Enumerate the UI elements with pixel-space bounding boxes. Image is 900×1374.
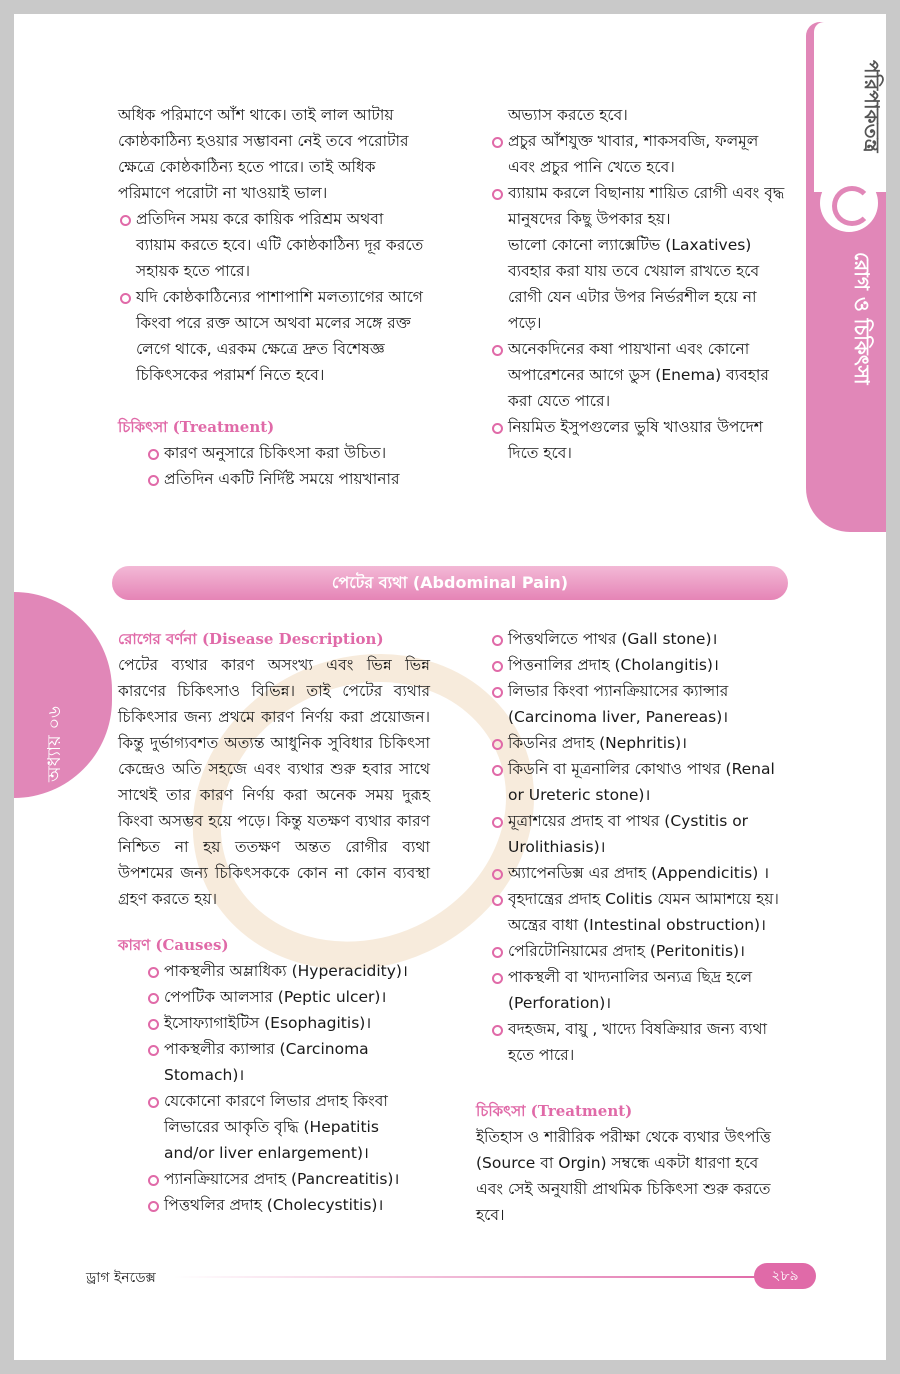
cause-left-item: ইসোফ্যাগাইটিস (Esophagitis)।: [146, 1010, 430, 1036]
cause-left-item: প্যানক্রিয়াসের প্রদাহ (Pancreatitis)।: [146, 1166, 430, 1192]
footer-book-title: ড্রাগ ইনডেক্স: [86, 1270, 156, 1286]
section1-right-bullet-item: অনেকদিনের কষা পায়খানা এবং কোনো অপারেশনের আগে ডুস (Enema) ব্যবহার করা যেতে পারে।: [490, 336, 786, 414]
section1-right-bullet-item: ব্যায়াম করলে বিছানায় শায়িত রোগী এবং বৃদ্ধ মানুষদের কিছু উপকার হয়।: [490, 180, 786, 232]
section1-left-line: পরিমাণে পরোটা না খাওয়াই ভাল।: [118, 184, 328, 202]
cause-left-item: পিত্তথলির প্রদাহ (Cholecystitis)।: [146, 1192, 430, 1218]
section1-right-bullets: [490, 128, 786, 466]
section1-right-column: [490, 102, 786, 466]
section-banner-abdominal-pain: পেটের ব্যথা (Abdominal Pain): [112, 566, 788, 600]
cause-right-item: লিভার কিংবা প্যানক্রিয়াসের ক্যান্সার (Carcinoma liver, Panereas)।: [490, 678, 790, 730]
section1-left-line: অধিক পরিমাণে আঁশ থাকে। তাই লাল আটায়: [118, 106, 394, 124]
section1-treatment-item: কারণ অনুসারে চিকিৎসা করা উচিত।: [146, 440, 428, 466]
disease-description-text: পেটের ব্যথার কারণ অসংখ্য এবং ভিন্ন ভিন্ন কারণের চিকিৎসাও বিভিন্ন। তাই পেটের ব্যথার চিকিৎসার জন্য প্রথমে কারণ নির্ণয় করা প্রয়োজন। কিন্তু দুর্ভাগ্যবশত অত্যন্ত আধুনিক সুবিধার চিকিৎসা কেন্দ্রেও অতি সহজে এবং ব্যথার শুরু হবার সাথে সাথেই তার কারণ নির্ণয় করা অনেক সময় দুরূহ কিংবা অসম্ভব হয়ে পড়ে। কিন্তু যতক্ষণ ব্যথার কারণ নিশ্চিত না হয় ততক্ষণ অন্তত রোগীর ব্যথা উপশমের জন্য চিকিৎসককে কোন না কোন ব্যবস্থা গ্রহণ করতে হয়।: [118, 656, 430, 908]
cause-right-item: পাকস্থলী বা খাদ্যনালির অন্যত্র ছিদ্র হলে (Perforation)।: [490, 964, 790, 1016]
section1-treatment-item: প্রতিদিন একটি নির্দিষ্ট সময়ে পায়খানার: [146, 466, 428, 492]
cause-right-item: বদহজম, বায়ু , খাদ্যে বিষক্রিয়ার জন্য ব্যথা হতে পারে।: [490, 1016, 790, 1068]
tab-top-panel: [814, 22, 886, 192]
section1-left-column: [118, 102, 428, 492]
cause-right-item: বৃহদান্ত্রের প্রদাহ Colitis যেমন আমাশয়ে হয়। অন্ত্রের বাধা (Intestinal obstruction)।: [490, 886, 790, 938]
section1-left-line: কোষ্ঠকাঠিন্য হওয়ার সম্ভাবনা নেই তবে পরোটার: [118, 132, 409, 150]
section1-right-first-line: অভ্যাস করতে হবে।: [508, 106, 628, 124]
section1-left-bullet-item: প্রতিদিন সময় করে কায়িক পরিশ্রম অথবা ব্যায়াম করতে হবে। এটি কোষ্ঠকাঠিন্য দূর করতে সহায়ক হতে পারে।: [118, 206, 428, 284]
cause-left-item: পাকস্থলীর ক্যান্সার (Carcinoma Stomach)।: [146, 1036, 430, 1088]
section2-treatment-heading: চিকিৎসা (Treatment): [476, 1102, 633, 1120]
section2-right-column: [476, 626, 790, 1228]
side-title-digestive: পরিপাকতন্ত্র: [860, 60, 884, 153]
section1-right-bullet-item: নিয়মিত ইসুপগুলের ভুষি খাওয়ার উপদেশ দিতে হবে।: [490, 414, 786, 466]
cause-right-item: পিত্তথলিতে পাথর (Gall stone)।: [490, 626, 790, 652]
causes-right-list: [490, 626, 790, 1068]
section2-treatment-text: ইতিহাস ও শারীরিক পরীক্ষা থেকে ব্যথার উৎপত্তি (Source বা Orgin) সম্বন্ধে একটা ধারণা হবে এবং সেই অনুযায়ী প্রাথমিক চিকিৎসা শুরু করতে হবে।: [476, 1128, 771, 1224]
disease-description-heading: রোগের বর্ণনা (Disease Description): [118, 630, 384, 648]
section1-left-line: ক্ষেত্রে কোষ্ঠকাঠিন্য হতে পারে। তাই অধিক: [118, 158, 376, 176]
section1-left-paragraph: [118, 102, 428, 206]
footer-rule: [174, 1276, 764, 1278]
section1-treatment-list: [118, 440, 428, 492]
section1-left-bullet-item: যদি কোষ্ঠকাঠিন্যের পাশাপাশি মলত্যাগের আগে কিংবা পরে রক্ত আসে অথবা মলের সঙ্গে রক্ত লেগে থাকে, এরকম ক্ষেত্রে দ্রুত বিশেষজ্ঞ চিকিৎসকের পরামর্শ নিতে হবে।: [118, 284, 428, 388]
page-number: ২৮৯: [754, 1263, 816, 1289]
cause-right-item: মূত্রাশয়ের প্রদাহ বা পাথর (Cystitis or Urolithiasis)।: [490, 808, 790, 860]
cause-right-item: অ্যাপেনডিক্স এর প্রদাহ (Appendicitis) ।: [490, 860, 790, 886]
cause-right-item: কিডনি বা মূত্রনালির কোথাও পাথর (Renal or Ureteric stone)।: [490, 756, 790, 808]
cause-left-item: যেকোনো কারণে লিভার প্রদাহ কিংবা লিভারের আকৃতি বৃদ্ধি (Hepatitis and/or liver enlargement)।: [146, 1088, 430, 1166]
causes-heading: কারণ (Causes): [118, 936, 229, 954]
cause-left-item: পেপটিক আলসার (Peptic ulcer)।: [146, 984, 430, 1010]
chapter-label: অধ্যায় ০৬: [44, 706, 65, 782]
section1-laxative-note: ভালো কোনো ল্যাক্সেটিভ (Laxatives) ব্যবহার করা যায় তবে খেয়াল রাখতে হবে রোগী যেন এটার উপর নির্ভরশীল হয়ে না পড়ে।: [508, 236, 760, 332]
section1-left-bullets: [118, 206, 428, 388]
chapter-number-tab: [14, 592, 112, 798]
cause-right-item: কিডনির প্রদাহ (Nephritis)।: [490, 730, 790, 756]
document-page: [14, 14, 886, 1360]
cause-left-item: পাকস্থলীর অম্লাধিক্য (Hyperacidity)।: [146, 958, 430, 984]
stomach-icon: [820, 174, 878, 232]
section2-left-column: [118, 626, 430, 1218]
cause-right-item: পিত্তনালির প্রদাহ (Cholangitis)।: [490, 652, 790, 678]
section1-right-bullet-item: প্রচুর আঁশযুক্ত খাবার, শাকসবজি, ফলমূল এবং প্রচুর পানি খেতে হবে।: [490, 128, 786, 180]
side-title-disease: রোগ ও চিকিৎসা: [850, 252, 874, 385]
cause-right-item: পেরিটোনিয়ামের প্রদাহ (Peritonitis)।: [490, 938, 790, 964]
section1-treatment-heading: চিকিৎসা (Treatment): [118, 418, 275, 436]
causes-left-list: [118, 958, 430, 1218]
chapter-side-tab: [806, 22, 886, 532]
